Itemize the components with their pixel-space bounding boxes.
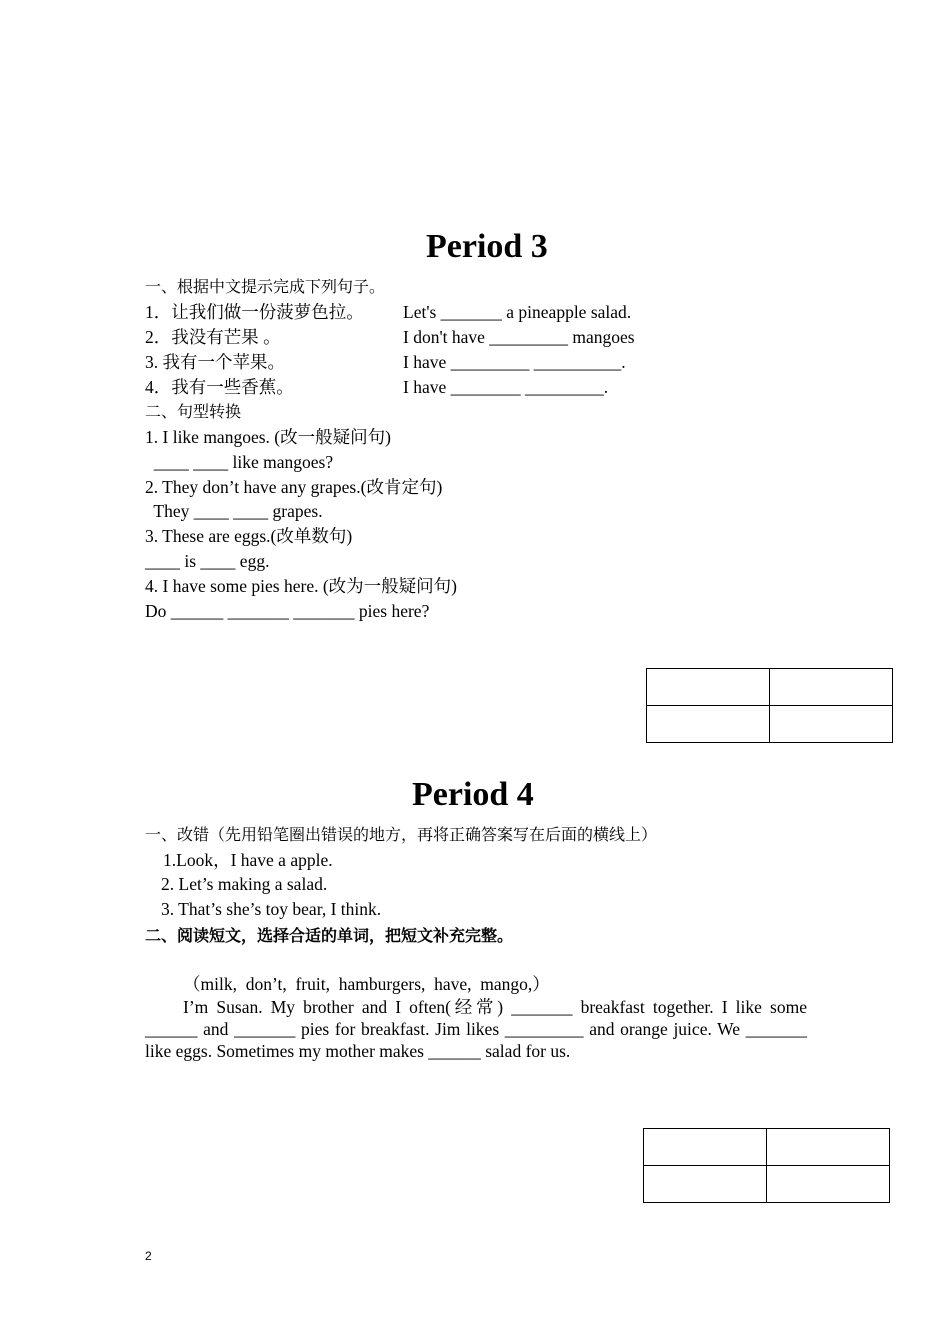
period4-title: Period 4 <box>412 776 534 813</box>
period3-s2-line2: ____ ____ like mangoes? <box>145 452 334 472</box>
period3-item4-cn: 4．我有一些香蕉。 <box>145 377 294 397</box>
score-cell <box>644 1166 767 1203</box>
period3-item2-en: I don't have _________ mangoes <box>403 327 635 347</box>
period3-s2-line6: ____ is ____ egg. <box>145 551 270 571</box>
page-number: 2 <box>145 1249 152 1263</box>
score-cell <box>767 1129 890 1166</box>
score-cell <box>770 706 893 743</box>
period3-s2-line8: Do ______ _______ _______ pies here? <box>145 601 430 621</box>
period3-s2-line3: 2. They don’t have any grapes.(改肯定句) <box>145 477 443 497</box>
period3-s2-line1: 1. I like mangoes. (改一般疑问句) <box>145 427 391 447</box>
period3-section1-heading: 一、根据中文提示完成下列句子。 <box>145 277 386 296</box>
period3-item3-en: I have _________ __________. <box>403 352 626 372</box>
period3-s2-line7: 4. I have some pies here. (改为一般疑问句) <box>145 576 458 596</box>
period3-s2-line5: 3. These are eggs.(改单数句) <box>145 526 353 546</box>
period4-section1-heading: 一、改错（先用铅笔圈出错误的地方，再将正确答案写在后面的横线上） <box>145 825 658 844</box>
score-cell <box>770 669 893 706</box>
period3-s2-line4: They ____ ____ grapes. <box>145 501 323 521</box>
score-cell <box>644 1129 767 1166</box>
period3-item4-en: I have ________ _________. <box>403 377 609 397</box>
score-cell <box>647 706 770 743</box>
score-cell <box>647 669 770 706</box>
period4-section2-heading: 二、阅读短文，选择合适的单词，把短文补充完整。 <box>145 926 514 945</box>
period4-score-table <box>643 1128 890 1203</box>
score-cell <box>767 1166 890 1203</box>
period3-item1-en: Let's _______ a pineapple salad. <box>403 302 632 322</box>
period3-score-table <box>646 668 893 743</box>
period4-word-bank: （milk, don’t, fruit, hamburgers, have, mango,） <box>183 974 550 994</box>
period4-passage: I’m Susan. My brother and I often(经常) _______ breakfast together. I like some ______ and _______ pies for breakfast. Jim likes _________ and orange juice. We _______ like eggs. Sometimes my mother makes ______ salad for us. <box>145 997 807 1061</box>
period4-item2: 2. Let’s making a salad. <box>161 874 328 894</box>
period3-item2-cn: 2．我没有芒果 。 <box>145 327 281 347</box>
period3-item3-cn: 3. 我有一个苹果。 <box>145 352 285 372</box>
period3-title: Period 3 <box>426 228 548 265</box>
period3-section2-heading: 二、句型转换 <box>145 402 242 421</box>
period4-item1: 1.Look，I have a apple. <box>163 850 333 870</box>
period3-item1-cn: 1．让我们做一份菠萝色拉。 <box>145 302 364 322</box>
period4-item3: 3. That’s she’s toy bear, I think. <box>161 899 382 919</box>
